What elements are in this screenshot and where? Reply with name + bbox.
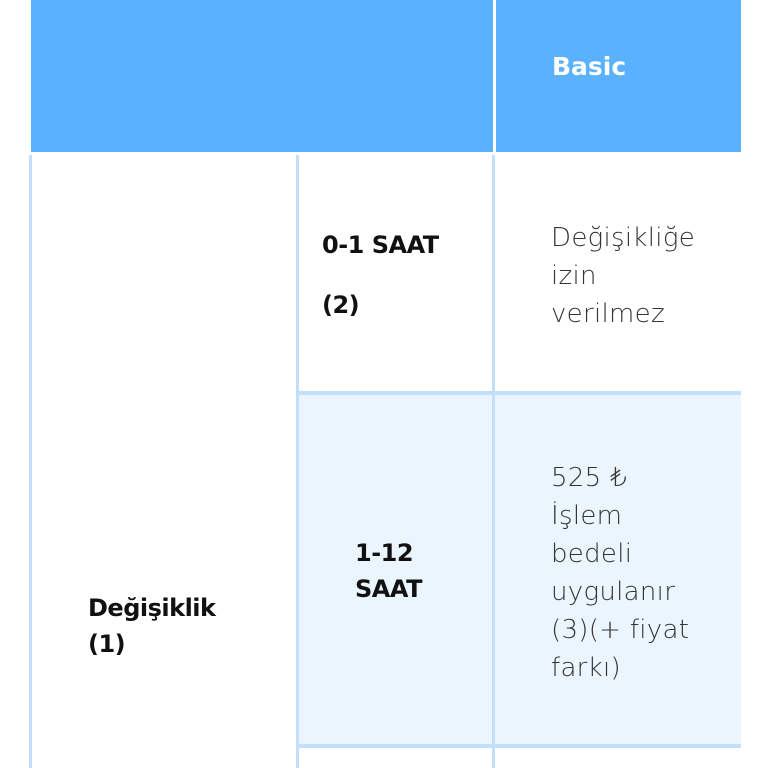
time-cell (322, 227, 439, 323)
plan-name: Basic (552, 52, 627, 81)
category-cell (88, 590, 216, 662)
row-divider (299, 744, 741, 748)
value-line: İşlem (551, 501, 623, 531)
value-line: Değişikliğe (551, 223, 696, 253)
header-empty-cell (31, 0, 493, 152)
value-cell (551, 219, 695, 333)
value-line: izin (551, 261, 597, 291)
time-cell (355, 535, 422, 607)
column-divider (492, 155, 495, 768)
column-divider (296, 155, 299, 768)
time-label: 1-12 (355, 539, 414, 567)
value-line: uygulanır (551, 577, 676, 607)
time-note: (2) (322, 291, 360, 319)
value-line: 525 ₺ (551, 463, 627, 493)
time-label: 0-1 SAAT (322, 231, 439, 259)
value-cell (551, 459, 689, 687)
value-line: farkı) (551, 653, 621, 683)
header-plan-cell (496, 0, 741, 152)
category-note: (1) (88, 630, 126, 658)
value-line: verilmez (551, 299, 665, 329)
value-line: bedeli (551, 539, 633, 569)
category-label: Değişiklik (88, 594, 216, 622)
value-line: (3)(+ fiyat (551, 615, 690, 645)
time-label: SAAT (355, 575, 422, 603)
row-divider (299, 391, 741, 395)
table-border-left (29, 155, 32, 768)
